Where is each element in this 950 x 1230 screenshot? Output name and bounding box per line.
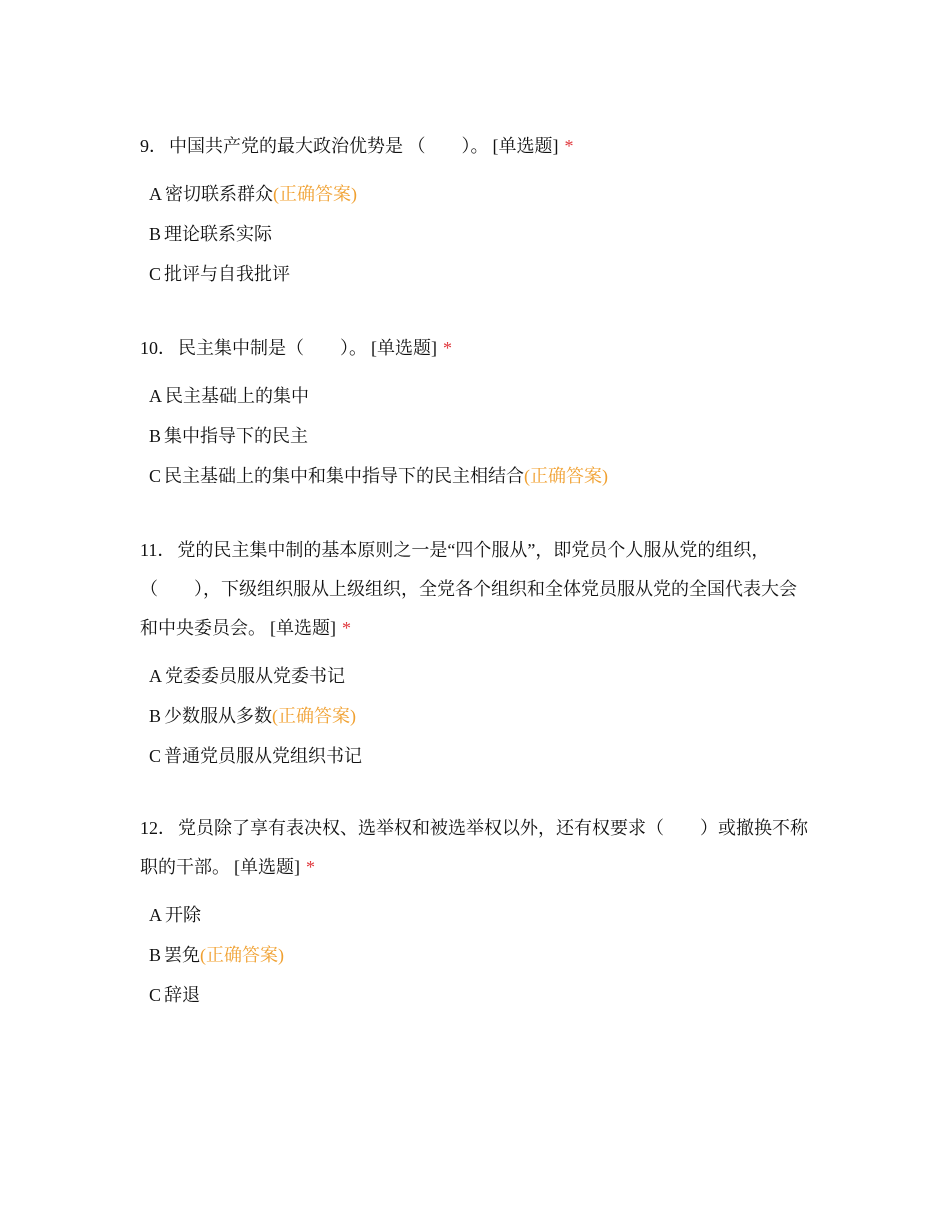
option-text: 集中指导下的民主	[164, 426, 309, 446]
option-b	[140, 696, 810, 736]
option-text: 少数服从多数	[164, 706, 273, 726]
question-type: [单选题]	[371, 338, 437, 358]
question-type: [单选题]	[492, 136, 559, 156]
option-b	[140, 416, 810, 456]
question-number: 11．	[140, 540, 176, 560]
option-text: 理论联系实际	[164, 224, 273, 244]
option-list	[140, 656, 810, 776]
question-type: [单选题]	[234, 857, 300, 877]
option-letter: C	[149, 985, 162, 1005]
option-text: 密切联系群众	[165, 184, 273, 204]
option-letter: B	[149, 706, 162, 726]
option-letter: C	[149, 264, 162, 284]
option-letter: C	[149, 746, 162, 766]
option-letter: C	[149, 466, 162, 486]
option-a	[140, 376, 810, 416]
question-title	[140, 329, 810, 368]
question-title	[140, 809, 810, 887]
option-text: 民主基础上的集中	[165, 386, 309, 406]
option-list	[140, 376, 810, 496]
question-title	[140, 127, 810, 166]
option-list	[140, 174, 810, 294]
option-a	[140, 174, 810, 214]
question-number: 9．	[140, 136, 167, 156]
required-mark: *	[443, 338, 452, 358]
required-mark: *	[306, 857, 315, 877]
option-letter: B	[149, 426, 162, 446]
correct-answer-label: (正确答案)	[524, 466, 609, 486]
option-text: 开除	[165, 905, 201, 925]
option-list	[140, 895, 810, 1015]
option-c	[140, 975, 810, 1015]
question-text: 党员除了享有表决权、选举权和被选举权以外，还有权要求（ ）或撤换不称职的干部。	[140, 818, 808, 877]
option-text: 罢免	[164, 945, 201, 965]
option-letter: A	[149, 666, 162, 686]
option-letter: A	[149, 184, 162, 204]
option-text: 普通党员服从党组织书记	[164, 746, 363, 766]
question-number: 10．	[140, 338, 176, 358]
question-text: 民主集中制是（ ）。	[178, 338, 367, 358]
question-number: 12．	[140, 818, 176, 838]
question-type: [单选题]	[270, 618, 336, 638]
option-letter: A	[149, 905, 162, 925]
question-12	[140, 809, 810, 1015]
question-11	[140, 531, 810, 776]
question-title	[140, 531, 810, 648]
option-b	[140, 935, 810, 975]
question-text: 党的民主集中制的基本原则之一是“四个服从”，即党员个人服从党的组织，（ ），下级组织服从上级组织，全党各个组织和全体党员服从党的全国代表大会和中央委员会。	[140, 540, 797, 638]
question-10	[140, 329, 810, 496]
question-text: 中国共产党的最大政治优势是 （ ）。	[169, 136, 489, 156]
option-a	[140, 895, 810, 935]
option-text: 辞退	[164, 985, 201, 1005]
required-mark: *	[342, 618, 351, 638]
option-c	[140, 456, 810, 496]
option-text: 批评与自我批评	[164, 264, 291, 284]
option-c	[140, 736, 810, 776]
option-text: 党委委员服从党委书记	[165, 666, 345, 686]
option-letter: A	[149, 386, 162, 406]
correct-answer-label: (正确答案)	[200, 945, 285, 965]
option-b	[140, 214, 810, 254]
option-text: 民主基础上的集中和集中指导下的民主相结合	[164, 466, 525, 486]
correct-answer-label: (正确答案)	[273, 184, 357, 204]
option-letter: B	[149, 224, 162, 244]
option-a	[140, 656, 810, 696]
question-9	[140, 127, 810, 294]
correct-answer-label: (正确答案)	[272, 706, 357, 726]
option-c	[140, 254, 810, 294]
required-mark: *	[564, 136, 574, 156]
option-letter: B	[149, 945, 162, 965]
